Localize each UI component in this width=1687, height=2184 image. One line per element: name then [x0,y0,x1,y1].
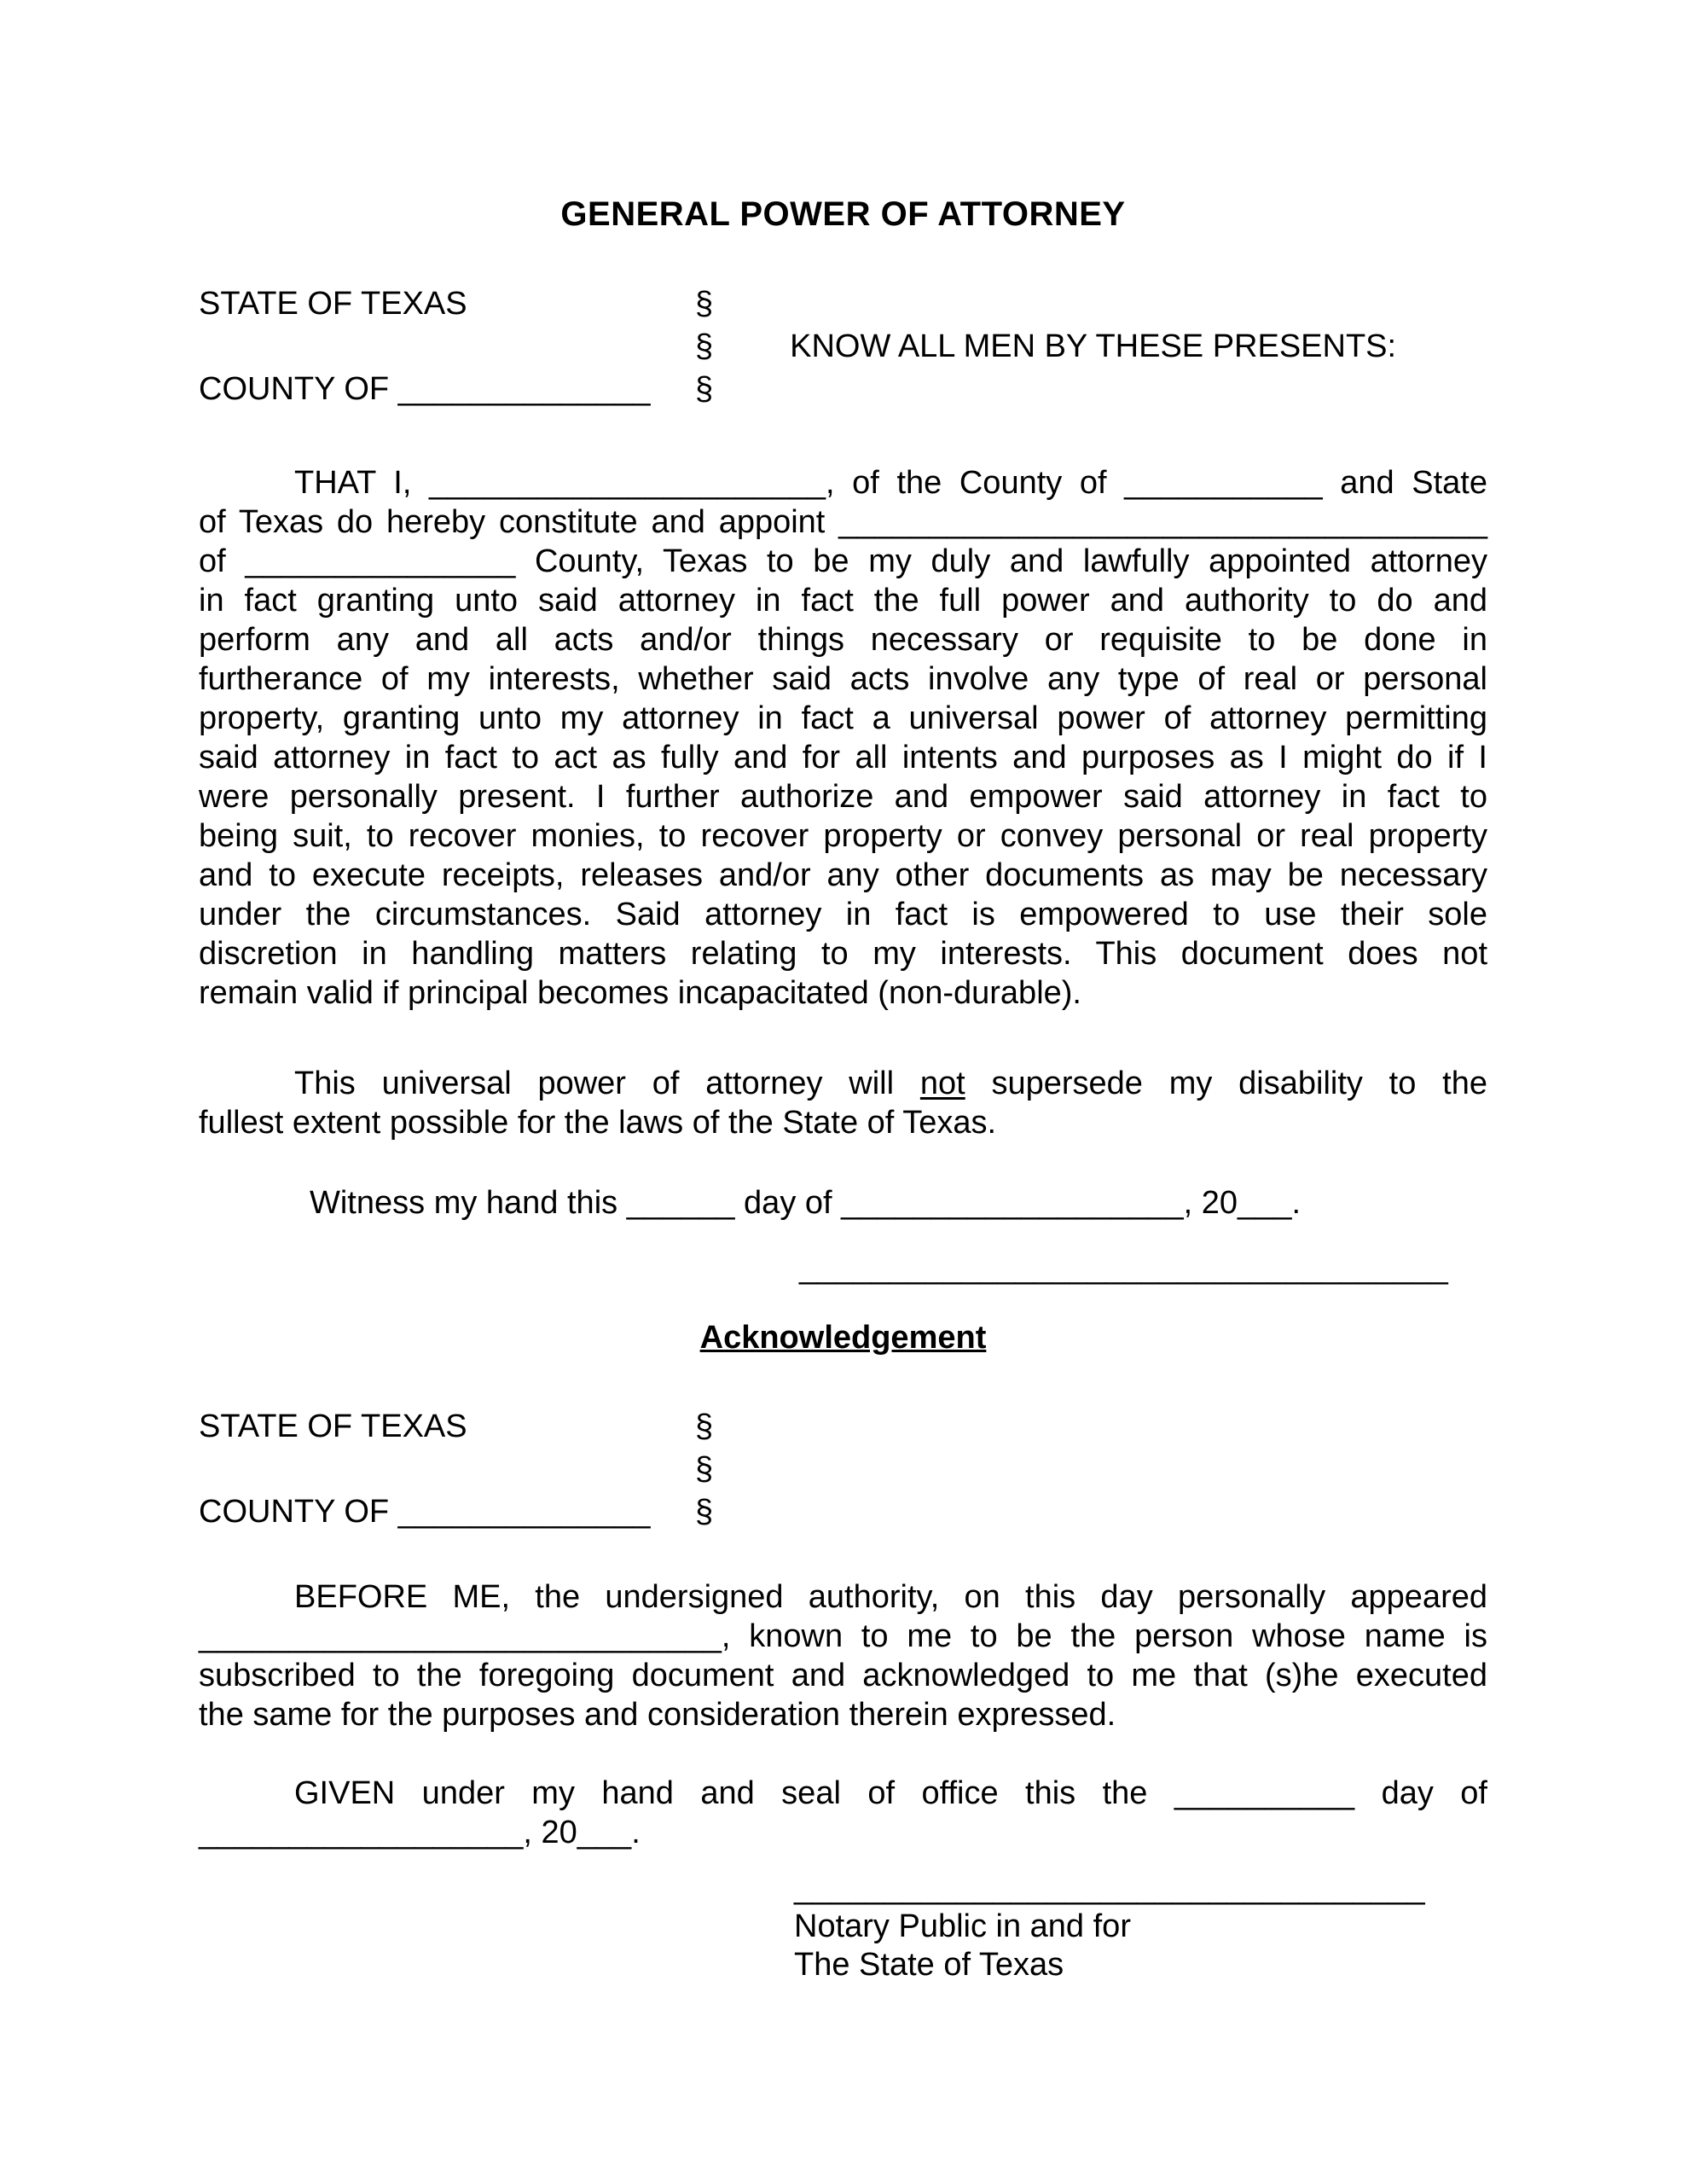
venue-county-row [199,368,1487,410]
paragraph-line: were personally present. I further authorize and empower said attorney in fact to [199,779,1487,815]
paragraph-line: in fact granting unto said attorney in fact the full power and authority to do and [199,583,1487,619]
acknowledgement-heading: Acknowledgement [699,1320,987,1356]
county-label-with-blank: COUNTY OF ______________ [199,371,651,407]
notary-title-line1: Notary Public in and for [794,1908,1131,1944]
state-label: STATE OF TEXAS [199,1409,467,1444]
venue-county-row [199,1490,1487,1533]
paragraph-line: THAT I, ______________________, of the County of ___________ and State [294,465,1487,501]
state-label: STATE OF TEXAS [199,286,467,322]
section-symbol: § [695,1494,714,1530]
notary-title-line2: The State of Texas [794,1947,1064,1983]
paragraph-line: __________________, 20___. [199,1815,641,1850]
venue-middle-row [199,1448,1487,1490]
disability-paragraph [199,1064,1487,1142]
paragraph-line: furtherance of my interests, whether said acts involve any type of real or personal [199,661,1487,697]
venue-spacer [199,325,695,368]
paragraph-line: fullest extent possible for the laws of the State of Texas. [199,1105,997,1141]
paragraph-line: BEFORE ME, the undersigned authority, on this day personally appeared [294,1579,1487,1615]
principal-signature-line: ____________________________________ [799,1250,1448,1286]
notary-signature-block [199,1869,1487,1984]
paragraph-line: and to execute receipts, releases and/or any other documents as may be necessary [199,857,1487,893]
paragraph-line: of _______________ County, Texas to be my duly and lawfully appointed attorney [199,543,1487,579]
paragraph-line: the same for the purposes and consideration therein expressed. [199,1697,1116,1733]
section-symbol: § [695,1409,714,1444]
paragraph-line: under the circumstances. Said attorney in fact is empowered to use their sole [199,897,1487,932]
before-me-paragraph [199,1577,1487,1734]
venue-state-row [199,1405,1487,1448]
notary-signature-line: ___________________________________ [794,1870,1425,1906]
paragraph-line: discretion in handling matters relating to my interests. This document does not [199,936,1487,972]
presents-text: KNOW ALL MEN BY THESE PRESENTS: [790,328,1397,364]
paragraph-line: property, granting unto my attorney in fact a universal power of attorney permitting [199,700,1487,736]
paragraph-line: of Texas do hereby constitute and appoint ____________________________________ [199,504,1487,540]
county-label-with-blank: COUNTY OF ______________ [199,1494,651,1530]
witness-date-line: Witness my hand this ______ day of ___________________, 20___. [310,1185,1301,1221]
section-symbol: § [695,328,714,364]
venue-state-row [199,282,1487,325]
venue-block-top [199,282,1487,410]
paragraph-line: remain valid if principal becomes incapacitated (non-durable). [199,975,1081,1011]
paragraph-line: _____________________________, known to me to be the person whose name is [199,1618,1487,1654]
paragraph-line: said attorney in fact to act as fully and for all intents and purposes as I might do if I [199,740,1487,775]
paragraph-line: GIVEN under my hand and seal of office this the __________ day of [294,1775,1487,1811]
venue-presents-row [199,325,1487,368]
venue-spacer [199,1448,695,1490]
paragraph-line: subscribed to the foregoing document and acknowledged to me that (s)he executed [199,1658,1487,1693]
paragraph-line: This universal power of attorney will not supersede my disability to the [294,1066,1487,1101]
document-title: GENERAL POWER OF ATTORNEY [560,195,1126,233]
section-symbol: § [695,1451,714,1487]
paragraph-line: perform any and all acts and/or things necessary or requisite to be done in [199,622,1487,658]
section-symbol: § [695,286,714,322]
appointment-paragraph [199,463,1487,1013]
venue-block-acknowledgement [199,1405,1487,1533]
section-symbol: § [695,371,714,407]
given-paragraph [199,1774,1487,1852]
paragraph-line: being suit, to recover monies, to recover property or convey personal or real property [199,818,1487,854]
